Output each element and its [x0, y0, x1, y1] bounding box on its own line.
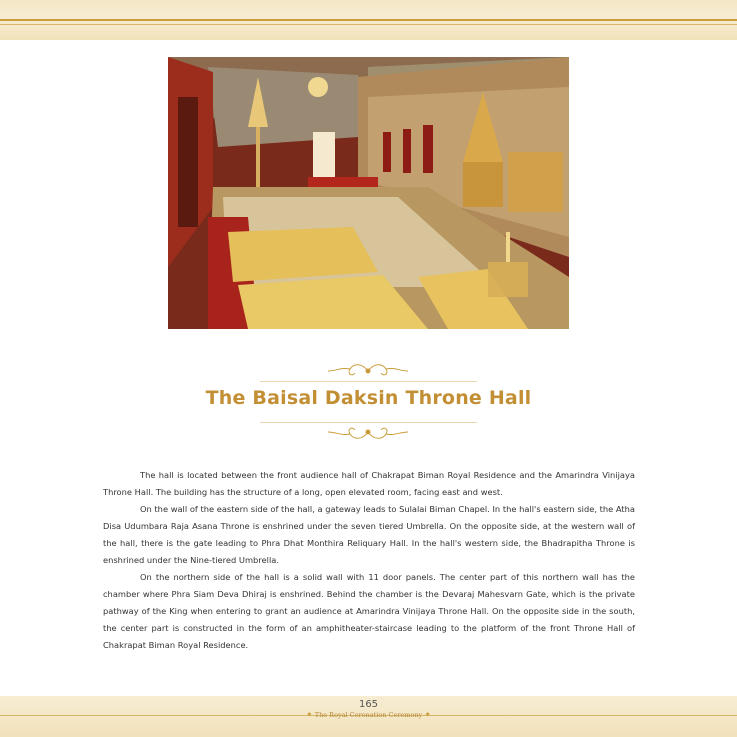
footer-label: The Royal Coronation Ceremony — [314, 711, 423, 719]
body-text — [103, 467, 635, 654]
footer-label-wrap — [0, 710, 737, 719]
page-title: The Baisal Daksin Throne Hall — [205, 387, 532, 409]
title-rule-top — [260, 381, 477, 382]
title-ornament-bottom — [318, 420, 418, 444]
paragraph: On the wall of the eastern side of the hall, a gateway leads to Sulalai Biman Chapel. In the hall's eastern side, the Atha Disa Udumbara Raja Asana Throne is enshrined under the seven tiered Umbrella. On the opposite side, at the western wall of the hall, there is the gate leading to Phra Dhat Monthira Reliquary Hall. In the hall's western side, the Bhadrapitha Throne is enshrined under the Nine-tiered Umbrella. — [103, 504, 635, 565]
page-number: 165 — [358, 699, 379, 710]
paragraph: On the northern side of the hall is a solid wall with 11 door panels. The center part of this northern wall has the chamber where Phra Siam Deva Dhiraj is enshrined. Behind the chamber is the Devaraj Mahesvarn Gate, which is the private pathway of the King when entering to grant an audience at Amarindra Vinijaya Throne Hall. On the opposite side in the south, the center part is constructed in the form of an amphitheater-staircase leading to the platform of the front Throne Hall of Chakrapat Biman Royal Residence. — [103, 572, 635, 650]
paragraph: The hall is located between the front audience hall of Chakrapat Biman Royal Residence and the Amarindra Vinijaya Throne Hall. The building has the structure of a long, open elevated room, facing east and west. — [103, 470, 635, 497]
header-rule-thin — [0, 24, 737, 25]
footer-band — [0, 696, 737, 737]
star-icon: ✦ — [305, 710, 313, 719]
star-icon: ✦ — [424, 710, 432, 719]
header-band — [0, 0, 737, 40]
title-ornament-top — [318, 359, 418, 383]
header-rule — [0, 19, 737, 21]
throne-hall-photo — [168, 57, 569, 329]
